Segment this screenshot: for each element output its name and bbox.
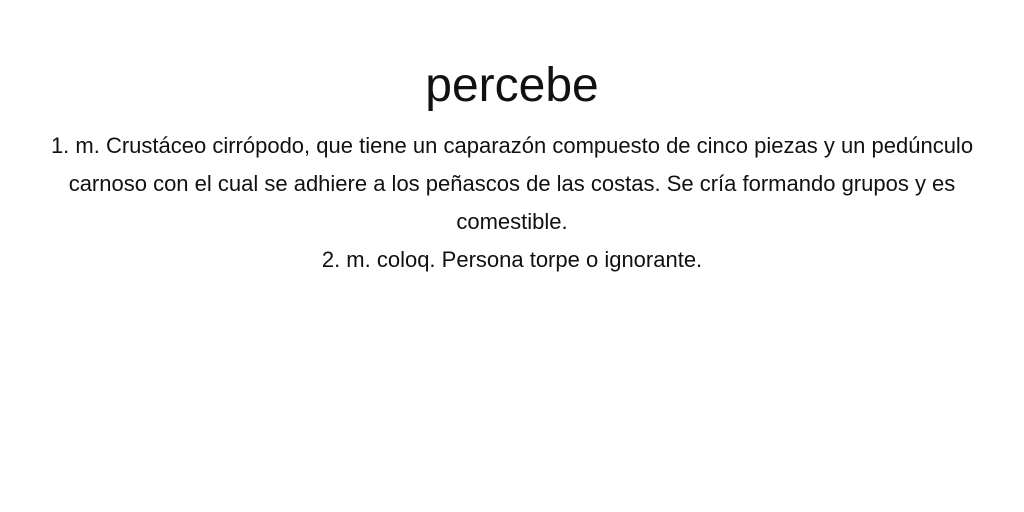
headword: percebe bbox=[425, 59, 599, 112]
sense-2: 2. m. coloq. Persona torpe o ignorante. bbox=[321, 247, 703, 272]
sense-1: 1. m. Crustáceo cirrópodo, que tiene un caparazón compuesto de cinco piezas y un pedúnculo carnoso con el cual se adhiere a los peñascos de las costas. Se cría formando grupos y es comestible. bbox=[50, 133, 974, 234]
definitions bbox=[36, 127, 988, 279]
